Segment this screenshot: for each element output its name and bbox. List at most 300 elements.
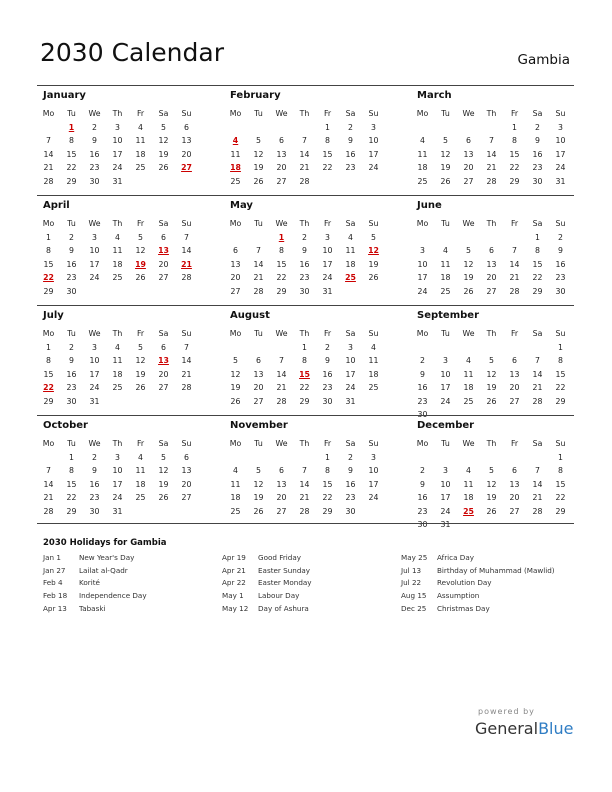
day-cell[interactable]: 14 [509,259,520,269]
day-cell[interactable]: 27 [253,396,264,406]
day-cell[interactable]: 7 [489,136,494,145]
day-cell[interactable]: 21 [509,273,520,282]
day-cell[interactable]: 17 [89,369,100,379]
day-cell[interactable]: 24 [322,273,333,282]
day-cell[interactable]: 1 [558,342,563,352]
day-cell[interactable]: 28 [181,273,192,282]
day-cell[interactable]: 29 [509,176,520,186]
day-cell[interactable]: 31 [322,286,333,296]
day-cell[interactable]: 12 [486,479,497,489]
holiday-day-cell[interactable]: 22 [43,273,54,282]
day-cell[interactable]: 14 [486,149,497,159]
day-cell[interactable]: 13 [276,149,287,159]
day-cell[interactable]: 29 [532,286,543,296]
day-cell[interactable]: 20 [181,479,192,489]
day-cell[interactable]: 8 [325,466,330,475]
day-cell[interactable]: 7 [279,356,284,365]
day-cell[interactable]: 5 [443,136,448,145]
day-cell[interactable]: 7 [535,356,540,365]
day-cell[interactable]: 6 [279,466,284,475]
day-cell[interactable]: 2 [535,122,540,132]
day-cell[interactable]: 22 [509,163,520,172]
day-cell[interactable]: 11 [112,356,123,365]
day-cell[interactable]: 6 [489,246,494,255]
day-cell[interactable]: 7 [46,466,51,475]
day-cell[interactable]: 22 [555,493,566,502]
day-cell[interactable]: 5 [233,356,238,365]
holiday-day-cell[interactable]: 22 [43,383,54,392]
day-cell[interactable]: 2 [325,342,330,352]
day-cell[interactable]: 2 [302,232,307,242]
day-cell[interactable]: 15 [555,369,566,379]
day-cell[interactable]: 23 [417,396,428,406]
day-cell[interactable]: 16 [299,259,310,269]
day-cell[interactable]: 13 [181,136,192,145]
day-cell[interactable]: 25 [112,383,123,392]
holiday-day-cell[interactable]: 19 [135,259,146,269]
day-cell[interactable]: 25 [230,176,241,186]
day-cell[interactable]: 4 [466,466,471,475]
day-cell[interactable]: 29 [555,396,566,406]
day-cell[interactable]: 29 [555,506,566,516]
day-cell[interactable]: 8 [535,246,540,255]
day-cell[interactable]: 12 [135,356,146,365]
day-cell[interactable]: 27 [276,176,287,186]
day-cell[interactable]: 20 [230,273,241,282]
day-cell[interactable]: 26 [158,163,169,172]
day-cell[interactable]: 5 [256,136,261,145]
day-cell[interactable]: 12 [158,136,169,145]
day-cell[interactable]: 20 [463,163,474,172]
day-cell[interactable]: 18 [368,369,379,379]
day-cell[interactable]: 9 [92,136,97,145]
holiday-day-cell[interactable]: 18 [230,163,241,172]
day-cell[interactable]: 30 [555,286,566,296]
day-cell[interactable]: 28 [299,176,310,186]
day-cell[interactable]: 3 [115,122,120,132]
day-cell[interactable]: 9 [92,466,97,475]
day-cell[interactable]: 26 [135,273,146,282]
day-cell[interactable]: 8 [325,136,330,145]
day-cell[interactable]: 14 [532,479,543,489]
day-cell[interactable]: 27 [158,273,169,282]
day-cell[interactable]: 5 [256,466,261,475]
day-cell[interactable]: 26 [486,506,497,516]
day-cell[interactable]: 4 [443,246,448,255]
day-cell[interactable]: 9 [420,369,425,379]
day-cell[interactable]: 4 [138,122,143,132]
day-cell[interactable]: 18 [417,163,428,172]
day-cell[interactable]: 10 [112,136,123,145]
day-cell[interactable]: 28 [253,286,264,296]
day-cell[interactable]: 9 [535,136,540,145]
day-cell[interactable]: 5 [371,232,376,242]
day-cell[interactable]: 19 [463,273,474,282]
day-cell[interactable]: 12 [253,149,264,159]
day-cell[interactable]: 30 [89,176,100,186]
day-cell[interactable]: 17 [368,479,379,489]
day-cell[interactable]: 29 [276,286,287,296]
day-cell[interactable]: 6 [184,122,189,132]
day-cell[interactable]: 9 [420,479,425,489]
day-cell[interactable]: 27 [230,286,241,296]
day-cell[interactable]: 17 [555,149,566,159]
day-cell[interactable]: 5 [138,232,143,242]
day-cell[interactable]: 14 [299,149,310,159]
holiday-day-cell[interactable]: 1 [278,232,285,242]
day-cell[interactable]: 9 [325,356,330,365]
day-cell[interactable]: 9 [558,246,563,255]
day-cell[interactable]: 11 [112,246,123,255]
day-cell[interactable]: 9 [348,466,353,475]
day-cell[interactable]: 25 [368,383,379,392]
day-cell[interactable]: 1 [512,122,517,132]
day-cell[interactable]: 11 [135,136,146,145]
day-cell[interactable]: 26 [230,396,241,406]
day-cell[interactable]: 29 [299,396,310,406]
day-cell[interactable]: 8 [69,466,74,475]
day-cell[interactable]: 27 [158,383,169,392]
day-cell[interactable]: 18 [345,259,356,269]
day-cell[interactable]: 26 [463,286,474,296]
day-cell[interactable]: 30 [299,286,310,296]
day-cell[interactable]: 31 [112,176,123,186]
day-cell[interactable]: 30 [66,286,77,296]
day-cell[interactable]: 6 [233,246,238,255]
day-cell[interactable]: 28 [181,383,192,392]
day-cell[interactable]: 14 [43,479,54,489]
day-cell[interactable]: 3 [115,452,120,462]
day-cell[interactable]: 8 [46,356,51,365]
day-cell[interactable]: 21 [532,493,543,502]
day-cell[interactable]: 31 [440,520,451,529]
day-cell[interactable]: 27 [486,286,497,296]
day-cell[interactable]: 18 [135,479,146,489]
day-cell[interactable]: 23 [345,163,356,172]
day-cell[interactable]: 7 [512,246,517,255]
day-cell[interactable]: 7 [46,136,51,145]
day-cell[interactable]: 21 [532,383,543,392]
day-cell[interactable]: 24 [345,383,356,392]
day-cell[interactable]: 16 [532,149,543,159]
day-cell[interactable]: 3 [348,342,353,352]
day-cell[interactable]: 7 [184,342,189,352]
day-cell[interactable]: 12 [486,369,497,379]
day-cell[interactable]: 5 [161,452,166,462]
day-cell[interactable]: 20 [253,383,264,392]
day-cell[interactable]: 21 [43,493,54,502]
holiday-day-cell[interactable]: 13 [158,356,169,365]
day-cell[interactable]: 18 [112,369,123,379]
day-cell[interactable]: 21 [253,273,264,282]
holiday-day-cell[interactable]: 15 [299,369,310,379]
holiday-day-cell[interactable]: 27 [181,163,192,172]
day-cell[interactable]: 3 [92,232,97,242]
day-cell[interactable]: 8 [69,136,74,145]
day-cell[interactable]: 8 [558,466,563,475]
holiday-day-cell[interactable]: 13 [158,246,169,255]
day-cell[interactable]: 23 [89,493,100,502]
day-cell[interactable]: 15 [532,259,543,269]
day-cell[interactable]: 26 [253,506,264,516]
day-cell[interactable]: 24 [368,163,379,172]
day-cell[interactable]: 10 [89,246,100,255]
holiday-day-cell[interactable]: 4 [232,136,239,145]
day-cell[interactable]: 17 [345,369,356,379]
day-cell[interactable]: 22 [66,493,77,502]
day-cell[interactable]: 22 [299,383,310,392]
day-cell[interactable]: 1 [535,232,540,242]
day-cell[interactable]: 5 [489,356,494,365]
day-cell[interactable]: 26 [158,493,169,502]
day-cell[interactable]: 15 [322,149,333,159]
day-cell[interactable]: 6 [466,136,471,145]
day-cell[interactable]: 3 [420,246,425,255]
day-cell[interactable]: 13 [253,369,264,379]
day-cell[interactable]: 17 [322,259,333,269]
day-cell[interactable]: 2 [348,122,353,132]
day-cell[interactable]: 19 [440,163,451,172]
day-cell[interactable]: 23 [532,163,543,172]
day-cell[interactable]: 25 [230,506,241,516]
day-cell[interactable]: 4 [115,232,120,242]
day-cell[interactable]: 12 [463,259,474,269]
day-cell[interactable]: 30 [89,506,100,516]
day-cell[interactable]: 11 [417,149,428,159]
day-cell[interactable]: 2 [69,232,74,242]
day-cell[interactable]: 26 [253,176,264,186]
day-cell[interactable]: 8 [558,356,563,365]
day-cell[interactable]: 23 [66,273,77,282]
day-cell[interactable]: 1 [558,452,563,462]
day-cell[interactable]: 18 [463,383,474,392]
day-cell[interactable]: 17 [417,273,428,282]
day-cell[interactable]: 13 [276,479,287,489]
day-cell[interactable]: 21 [276,383,287,392]
day-cell[interactable]: 27 [276,506,287,516]
day-cell[interactable]: 15 [276,259,287,269]
day-cell[interactable]: 28 [532,506,543,516]
day-cell[interactable]: 2 [92,452,97,462]
day-cell[interactable]: 28 [43,176,54,186]
holiday-day-cell[interactable]: 12 [368,246,379,255]
day-cell[interactable]: 15 [66,479,77,489]
day-cell[interactable]: 31 [112,506,123,516]
day-cell[interactable]: 21 [299,163,310,172]
day-cell[interactable]: 29 [66,506,77,516]
day-cell[interactable]: 3 [443,356,448,365]
day-cell[interactable]: 2 [69,342,74,352]
day-cell[interactable]: 9 [348,136,353,145]
day-cell[interactable]: 24 [89,383,100,392]
day-cell[interactable]: 20 [276,163,287,172]
day-cell[interactable]: 20 [181,149,192,159]
day-cell[interactable]: 14 [253,259,264,269]
day-cell[interactable]: 13 [230,259,241,269]
day-cell[interactable]: 25 [440,286,451,296]
day-cell[interactable]: 29 [66,176,77,186]
day-cell[interactable]: 18 [230,493,241,502]
day-cell[interactable]: 9 [69,356,74,365]
day-cell[interactable]: 17 [440,383,451,392]
day-cell[interactable]: 28 [43,506,54,516]
day-cell[interactable]: 1 [69,452,74,462]
day-cell[interactable]: 4 [138,452,143,462]
holiday-day-cell[interactable]: 1 [68,122,75,132]
day-cell[interactable]: 28 [509,286,520,296]
day-cell[interactable]: 1 [325,122,330,132]
day-cell[interactable]: 24 [440,396,451,406]
day-cell[interactable]: 20 [158,259,169,269]
day-cell[interactable]: 22 [66,163,77,172]
day-cell[interactable]: 24 [440,506,451,516]
day-cell[interactable]: 18 [463,493,474,502]
day-cell[interactable]: 18 [440,273,451,282]
day-cell[interactable]: 13 [181,466,192,475]
day-cell[interactable]: 9 [302,246,307,255]
day-cell[interactable]: 23 [299,273,310,282]
day-cell[interactable]: 16 [89,149,100,159]
day-cell[interactable]: 21 [43,163,54,172]
day-cell[interactable]: 6 [279,136,284,145]
day-cell[interactable]: 14 [181,246,192,255]
day-cell[interactable]: 6 [256,356,261,365]
day-cell[interactable]: 7 [256,246,261,255]
day-cell[interactable]: 23 [417,506,428,516]
day-cell[interactable]: 26 [368,273,379,282]
day-cell[interactable]: 11 [345,246,356,255]
day-cell[interactable]: 10 [417,259,428,269]
day-cell[interactable]: 19 [158,479,169,489]
day-cell[interactable]: 11 [135,466,146,475]
day-cell[interactable]: 16 [417,493,428,502]
day-cell[interactable]: 16 [322,369,333,379]
day-cell[interactable]: 6 [512,466,517,475]
day-cell[interactable]: 18 [112,259,123,269]
day-cell[interactable]: 7 [184,232,189,242]
day-cell[interactable]: 29 [322,506,333,516]
day-cell[interactable]: 17 [89,259,100,269]
day-cell[interactable]: 6 [161,342,166,352]
day-cell[interactable]: 30 [345,506,356,516]
day-cell[interactable]: 14 [181,356,192,365]
day-cell[interactable]: 2 [348,452,353,462]
day-cell[interactable]: 27 [181,493,192,502]
day-cell[interactable]: 18 [135,149,146,159]
day-cell[interactable]: 26 [486,396,497,406]
day-cell[interactable]: 24 [112,163,123,172]
day-cell[interactable]: 10 [112,466,123,475]
day-cell[interactable]: 23 [66,383,77,392]
day-cell[interactable]: 17 [368,149,379,159]
day-cell[interactable]: 16 [345,479,356,489]
day-cell[interactable]: 14 [299,479,310,489]
day-cell[interactable]: 31 [89,396,100,406]
day-cell[interactable]: 12 [135,246,146,255]
day-cell[interactable]: 16 [66,369,77,379]
day-cell[interactable]: 23 [322,383,333,392]
day-cell[interactable]: 10 [368,466,379,475]
day-cell[interactable]: 26 [440,176,451,186]
day-cell[interactable]: 5 [161,122,166,132]
day-cell[interactable]: 4 [233,466,238,475]
day-cell[interactable]: 28 [532,396,543,406]
day-cell[interactable]: 27 [463,176,474,186]
day-cell[interactable]: 22 [322,163,333,172]
day-cell[interactable]: 11 [463,369,474,379]
day-cell[interactable]: 13 [463,149,474,159]
day-cell[interactable]: 14 [276,369,287,379]
day-cell[interactable]: 2 [420,466,425,475]
day-cell[interactable]: 15 [322,479,333,489]
day-cell[interactable]: 17 [440,493,451,502]
day-cell[interactable]: 16 [89,479,100,489]
day-cell[interactable]: 19 [253,493,264,502]
day-cell[interactable]: 5 [489,466,494,475]
day-cell[interactable]: 10 [345,356,356,365]
day-cell[interactable]: 21 [299,493,310,502]
day-cell[interactable]: 15 [43,259,54,269]
day-cell[interactable]: 31 [345,396,356,406]
day-cell[interactable]: 23 [345,493,356,502]
day-cell[interactable]: 15 [43,369,54,379]
day-cell[interactable]: 22 [532,273,543,282]
day-cell[interactable]: 6 [184,452,189,462]
day-cell[interactable]: 25 [135,493,146,502]
day-cell[interactable]: 5 [466,246,471,255]
day-cell[interactable]: 10 [440,479,451,489]
day-cell[interactable]: 1 [325,452,330,462]
day-cell[interactable]: 29 [43,286,54,296]
day-cell[interactable]: 16 [417,383,428,392]
day-cell[interactable]: 3 [371,452,376,462]
day-cell[interactable]: 12 [440,149,451,159]
day-cell[interactable]: 8 [512,136,517,145]
day-cell[interactable]: 23 [89,163,100,172]
day-cell[interactable]: 19 [486,493,497,502]
day-cell[interactable]: 3 [443,466,448,475]
day-cell[interactable]: 10 [322,246,333,255]
day-cell[interactable]: 17 [112,479,123,489]
generalblue-logo[interactable] [475,719,573,738]
day-cell[interactable]: 1 [46,232,51,242]
day-cell[interactable]: 12 [158,466,169,475]
day-cell[interactable]: 10 [440,369,451,379]
day-cell[interactable]: 25 [112,273,123,282]
day-cell[interactable]: 8 [46,246,51,255]
day-cell[interactable]: 30 [66,396,77,406]
day-cell[interactable]: 15 [555,479,566,489]
day-cell[interactable]: 29 [43,396,54,406]
day-cell[interactable]: 8 [279,246,284,255]
day-cell[interactable]: 19 [486,383,497,392]
day-cell[interactable]: 20 [486,273,497,282]
day-cell[interactable]: 10 [89,356,100,365]
day-cell[interactable]: 19 [135,369,146,379]
day-cell[interactable]: 25 [417,176,428,186]
day-cell[interactable]: 1 [46,342,51,352]
day-cell[interactable]: 4 [420,136,425,145]
holiday-day-cell[interactable]: 25 [463,506,474,516]
day-cell[interactable]: 19 [368,259,379,269]
day-cell[interactable]: 19 [230,383,241,392]
day-cell[interactable]: 7 [535,466,540,475]
day-cell[interactable]: 20 [158,369,169,379]
day-cell[interactable]: 23 [555,273,566,282]
day-cell[interactable]: 20 [509,493,520,502]
day-cell[interactable]: 13 [509,369,520,379]
day-cell[interactable]: 3 [371,122,376,132]
